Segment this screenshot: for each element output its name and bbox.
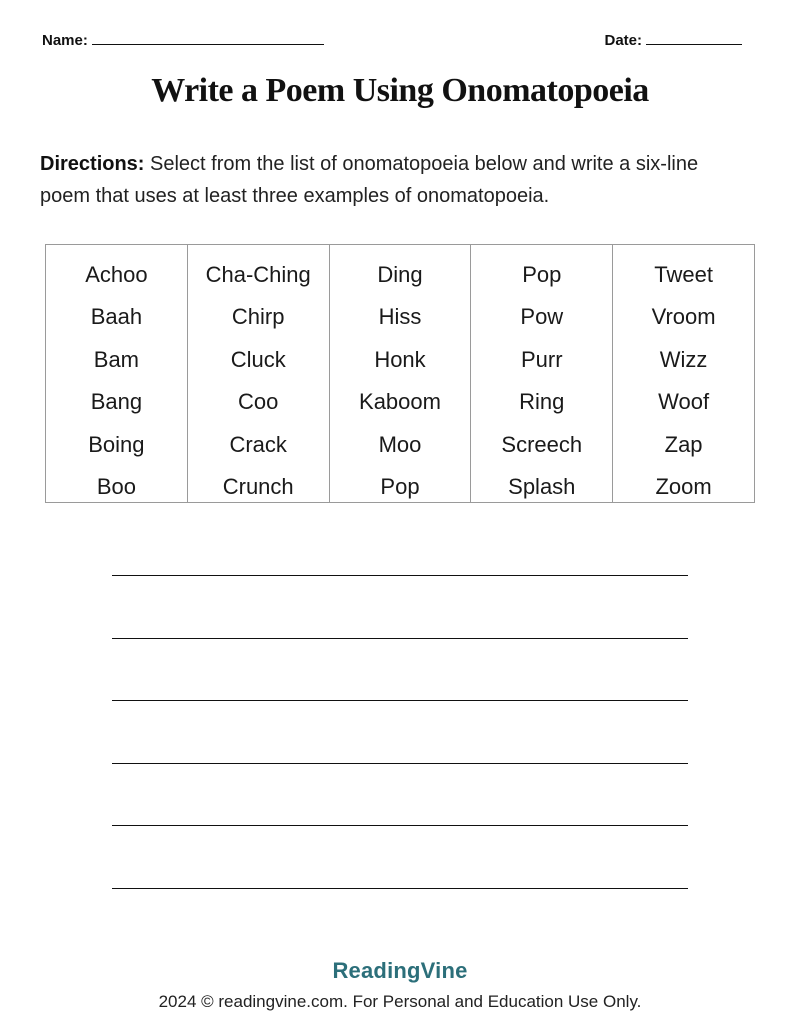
word-cell: Pow bbox=[520, 304, 564, 330]
word-cell: Achoo bbox=[85, 262, 148, 287]
word-cell: Vroom bbox=[651, 304, 716, 330]
word-cell: Kaboom bbox=[359, 389, 441, 415]
poem-writing-lines bbox=[112, 575, 688, 950]
word-cell: Zap bbox=[664, 431, 703, 457]
word-cell: Pop bbox=[380, 474, 420, 500]
word-cell: Boing bbox=[88, 431, 145, 457]
word-cell: Purr bbox=[521, 346, 563, 372]
word-cell: Bang bbox=[90, 389, 143, 415]
date-field[interactable] bbox=[604, 32, 742, 49]
word-cell: Woof bbox=[658, 389, 710, 415]
date-blank-line[interactable] bbox=[646, 32, 742, 45]
word-cell: Screech bbox=[501, 431, 583, 457]
word-cell: Tweet bbox=[654, 262, 713, 287]
word-cell: Zoom bbox=[655, 474, 712, 500]
word-cell: Ring bbox=[519, 389, 565, 415]
poem-line-2[interactable] bbox=[112, 638, 688, 639]
word-cell: Chirp bbox=[231, 304, 285, 330]
word-cell: Coo bbox=[238, 389, 279, 415]
directions bbox=[40, 148, 740, 212]
readingvine-logo: ReadingVine bbox=[332, 958, 468, 983]
word-cell: Crack bbox=[229, 431, 287, 457]
header-row bbox=[42, 32, 742, 49]
poem-line-6[interactable] bbox=[112, 888, 688, 889]
word-cell: Bam bbox=[93, 346, 140, 372]
word-cell: Cha-Ching bbox=[205, 262, 311, 287]
directions-text: Select from the list of onomatopoeia below and write a six-line poem that uses at least three examples of onomatopoeia. bbox=[40, 153, 699, 207]
word-column bbox=[46, 245, 188, 502]
word-cell: Boo bbox=[96, 474, 136, 500]
poem-line-3[interactable] bbox=[112, 700, 688, 701]
name-blank-line[interactable] bbox=[92, 32, 324, 45]
word-cell: Honk bbox=[374, 346, 426, 372]
name-field[interactable] bbox=[42, 32, 324, 49]
word-column bbox=[471, 245, 613, 502]
word-cell: Crunch bbox=[222, 474, 294, 500]
word-cell: Ding bbox=[377, 262, 423, 287]
word-cell: Baah bbox=[90, 304, 143, 330]
word-cell: Cluck bbox=[230, 346, 286, 372]
poem-line-4[interactable] bbox=[112, 763, 688, 764]
word-cell: Splash bbox=[508, 474, 576, 500]
page-title: Write a Poem Using Onomatopoeia bbox=[151, 72, 649, 109]
directions-label: Directions: bbox=[40, 153, 145, 175]
onomatopoeia-word-table bbox=[45, 244, 755, 503]
date-label: Date: bbox=[604, 32, 642, 49]
word-column bbox=[330, 245, 472, 502]
word-column bbox=[188, 245, 330, 502]
word-column bbox=[613, 245, 754, 502]
name-label: Name: bbox=[42, 32, 88, 49]
word-cell: Moo bbox=[378, 431, 422, 457]
poem-line-5[interactable] bbox=[112, 825, 688, 826]
poem-line-1[interactable] bbox=[112, 575, 688, 576]
word-cell: Pop bbox=[522, 262, 562, 287]
copyright-footer: 2024 © readingvine.com. For Personal and Education Use Only. bbox=[158, 992, 642, 1011]
word-cell: Hiss bbox=[378, 304, 422, 330]
word-cell: Wizz bbox=[659, 346, 708, 372]
